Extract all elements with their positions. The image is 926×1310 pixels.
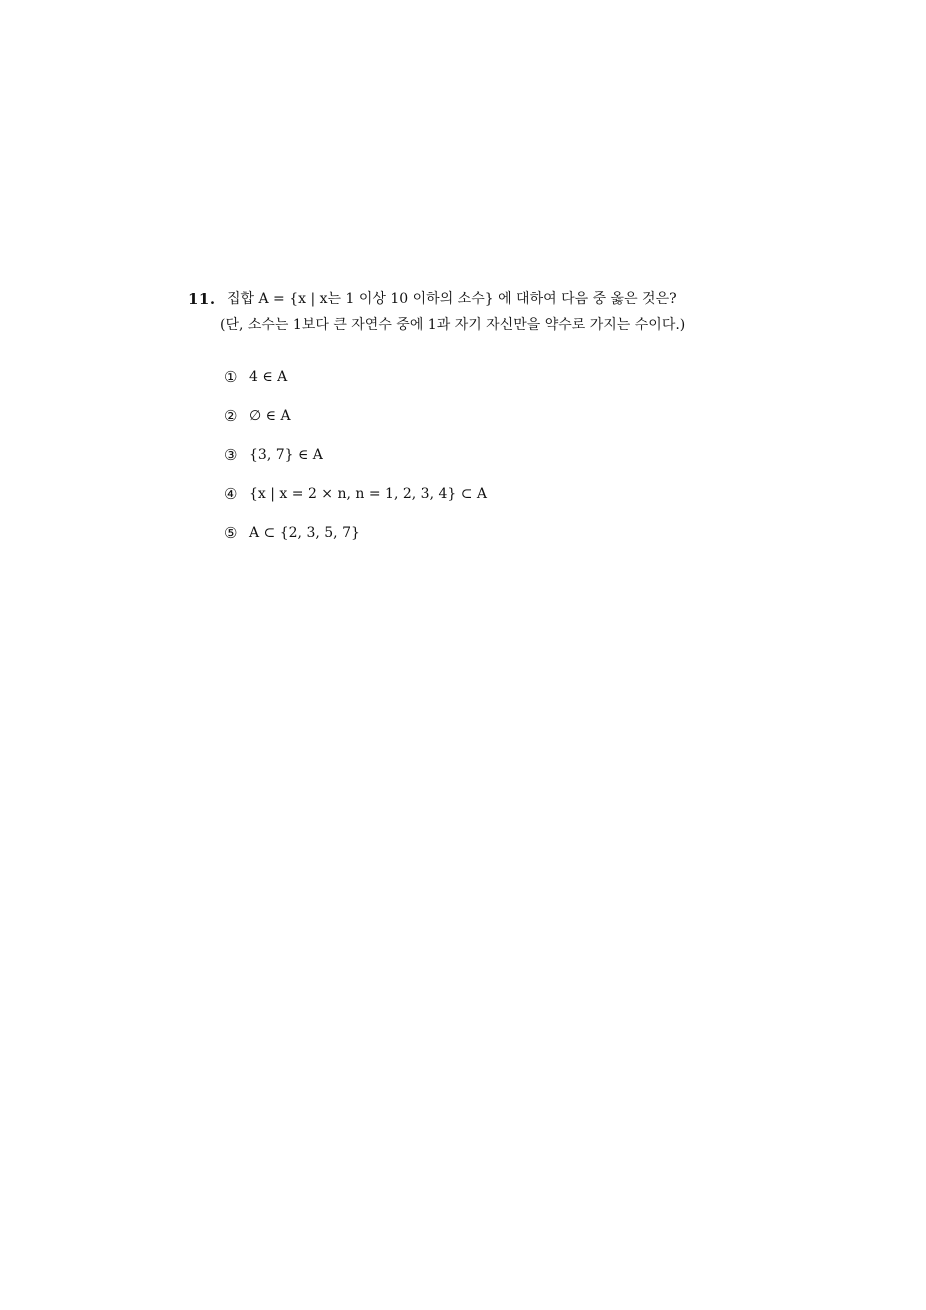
question-number: 11. bbox=[188, 290, 216, 308]
choice-marker: ⑤ bbox=[224, 524, 238, 542]
choice-text: ∅ ∈ A bbox=[249, 408, 291, 424]
question-stem-line bbox=[188, 288, 808, 310]
choice-text: {x | x = 2 × n, n = 1, 2, 3, 4} ⊂ A bbox=[249, 486, 488, 502]
choice-marker: ② bbox=[224, 407, 238, 425]
question-note: (단, 소수는 1보다 큰 자연수 중에 1과 자기 자신만을 약수로 가지는 수이다.) bbox=[220, 317, 686, 333]
choice-text: 4 ∈ A bbox=[249, 369, 288, 385]
question-stem: 집합 A = {x | x는 1 이상 10 이하의 소수} 에 대하여 다음 중 옳은 것은? bbox=[227, 291, 677, 307]
choice-marker: ③ bbox=[224, 446, 238, 464]
question-block bbox=[188, 288, 808, 333]
choice-text: {3, 7} ∈ A bbox=[249, 447, 323, 463]
choice-marker: ① bbox=[224, 368, 238, 386]
choice-marker: ④ bbox=[224, 485, 238, 503]
choice-text: A ⊂ {2, 3, 5, 7} bbox=[249, 525, 360, 541]
